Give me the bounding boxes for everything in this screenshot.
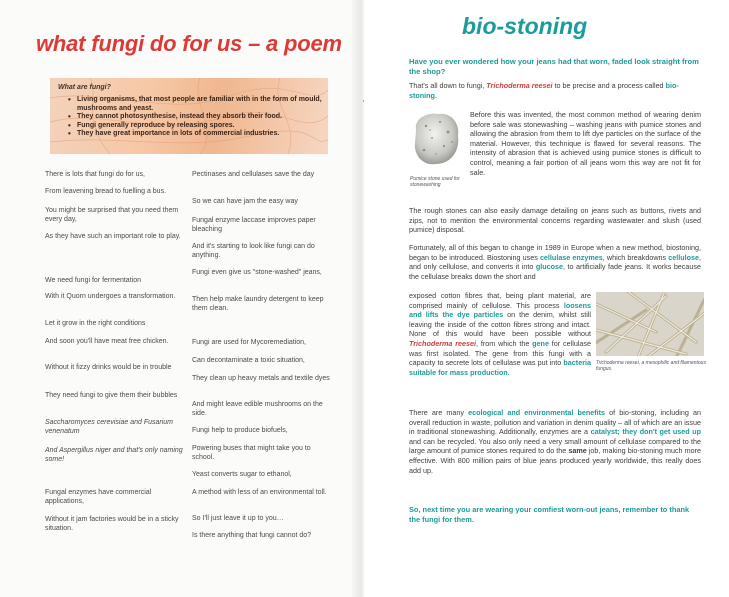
- poem-line: Saccharomyces cerevisiae and Fusarium venenatum: [45, 419, 173, 436]
- poem-line: And might leave edible mushrooms on the side.: [192, 401, 323, 418]
- trichoderma-microscope-image: [596, 292, 704, 356]
- poem-line: So we can have jam the easy way: [192, 198, 298, 205]
- bio-stoning-title: bio-stoning: [462, 13, 588, 39]
- poem-line: They need fungi to give them their bubbles: [45, 392, 178, 399]
- poem-line: Let it grow in the right conditions: [45, 320, 146, 327]
- poem-line: Fungi even give us "stone-washed" jeans,: [192, 269, 322, 276]
- lead-question: Have you ever wondered how your jeans had that worn, faded look straight from the shop?: [409, 57, 699, 76]
- poem-line: And it's starting to look like fungi can do anything.: [192, 243, 315, 260]
- poem-line: So I'll just leave it up to you…: [192, 515, 284, 522]
- poem-line: Fungal enzymes have commercial applications,: [45, 489, 152, 506]
- poem-line: Without it jam factories would be in a sticky situation.: [45, 516, 179, 533]
- fungi-fact-item: • They cannot photosynthesise, instead they absorb their food.: [68, 113, 323, 122]
- poem-line: Fungi help to produce biofuels,: [192, 427, 288, 434]
- poem-line: Can decontaminate a toxic situation,: [192, 357, 305, 364]
- intro-paragraph: That's all down to fungi, Trichoderma reesei to be precise and a process called bio-stoning.: [409, 81, 679, 100]
- poem-line: Then help make laundry detergent to keep them clean.: [192, 296, 324, 313]
- poem-line: There is lots that fungi do for us,: [45, 171, 145, 178]
- poem-line: A method with less of an environmental toll.: [192, 489, 327, 496]
- poem-line: And Aspergillus niger and that's only naming some!: [45, 447, 183, 464]
- bio-stoning-term: bio-stoning.: [409, 81, 679, 100]
- what-are-fungi-box: [50, 78, 328, 154]
- poem-line: Pectinases and cellulases save the day: [192, 171, 315, 178]
- closing-remark: So, next time you are wearing your comfiest worn-out jeans, remember to thank the fungi for them.: [409, 505, 690, 524]
- poem-line: They clean up heavy metals and textile dyes: [192, 375, 330, 382]
- fungi-facts-list: [68, 96, 323, 139]
- poem-line: From leavening bread to fuelling a bus.: [45, 188, 167, 195]
- fungi-fact-item: • Living organisms, that most people are familiar with in the form of mould, mushrooms and yeast.: [68, 96, 323, 113]
- stonewashing-paragraph-bottom: The rough stones can also easily damage detailing on jeans such as buttons, rivets and zips, not to mention the environmental concerns regarding wastewater and slush (used pumice) disposal.: [409, 206, 701, 235]
- poem-line: You might be surprised that you need them every day,: [45, 207, 179, 224]
- benefits-paragraph: There are many ecological and environmental benefits of bio-stoning, including an overall reduction in waste, pollution and variation in denim quality – all of which are an issue in traditional stonewashing. Additionally, enzymes are a catalyst; they don't get used up and can be recycled. You also only need a very small amount of cellulase compared to the large amount of pumice stones required to do the same job, making bio-stoning much more effective. With 800 million pairs of blue jeans produced yearly worldwide, this really does add up.: [409, 408, 701, 475]
- pumice-caption: Pumice stone used for stonewashing: [410, 176, 460, 188]
- poem-line: Powering buses that might take you to school.: [192, 445, 311, 462]
- stonewashing-paragraph-top: Before this was invented, the most common method of wearing denim before sale was stonewashing – washing jeans with pumice stones and allowing the abrasion from them to lift dye particles on the surface of the material. However, this technique is flawed for several reasons. The intensity of abrasion that is achieved using pumice stones is difficult to control, meaning a fair portion of all jeans worn this way are not fit for sale.: [470, 110, 701, 177]
- poem-line: With it Quorn undergoes a transformation.: [45, 293, 176, 300]
- box-heading: What are fungi?: [58, 84, 111, 91]
- left-page: [0, 0, 364, 597]
- fungi-fact-item: • Fungi generally reproduce by releasing spores.: [68, 122, 323, 131]
- poem-line: Fungal enzyme laccase improves paper bleaching: [192, 217, 316, 234]
- pumice-stone-image: [410, 108, 462, 170]
- fungi-fact-item: • They have great importance in lots of commercial industries.: [68, 130, 323, 139]
- biostoning-paragraph-top: Fortunately, all of this began to change in 1989 in Europe when a new method, biostoning, began to be introduced. Biostoning uses cellulase enzymes, which breakdowns cellulose, and only cellulose, and converts it into glucose, to artificially fade jeans. It works because the cellulase breaks down the short and: [409, 243, 701, 281]
- poem-line: Is there anything that fungi cannot do?: [192, 532, 312, 539]
- biostoning-paragraph-wrap: exposed cotton fibres that, being plant material, are comprised mainly of cellulose. This process loosens and lifts the dye particles on the denim, whilst still leaving the inside of the cotton fibres strong and intact. None of this would have been possible without Trichoderma reesei, from which the gene for cellulase was first isolated. The gene from this fungi with a capacity to secrete lots of cellulase was put into bacteria suitable for mass production.: [409, 291, 591, 377]
- fungal-filaments-icon: [596, 292, 704, 356]
- trichoderma-caption: Trichoderma reesei, a mesophilic and filamentous fungus.: [596, 360, 706, 372]
- poem-line: As they have such an important role to play.: [45, 233, 181, 240]
- poem-line: And soon you'll have meat free chicken.: [45, 338, 169, 345]
- poem-line: Fungi are used for Mycoremediation,: [192, 339, 306, 346]
- poem-title: what fungi do for us – a poem: [36, 31, 342, 56]
- poem-line: Yeast converts sugar to ethanol,: [192, 471, 292, 478]
- poem-line: We need fungi for fermentation: [45, 277, 141, 284]
- poem-line: Without it fizzy drinks would be in trouble: [45, 364, 172, 371]
- species-name: Trichoderma reesei: [486, 81, 553, 90]
